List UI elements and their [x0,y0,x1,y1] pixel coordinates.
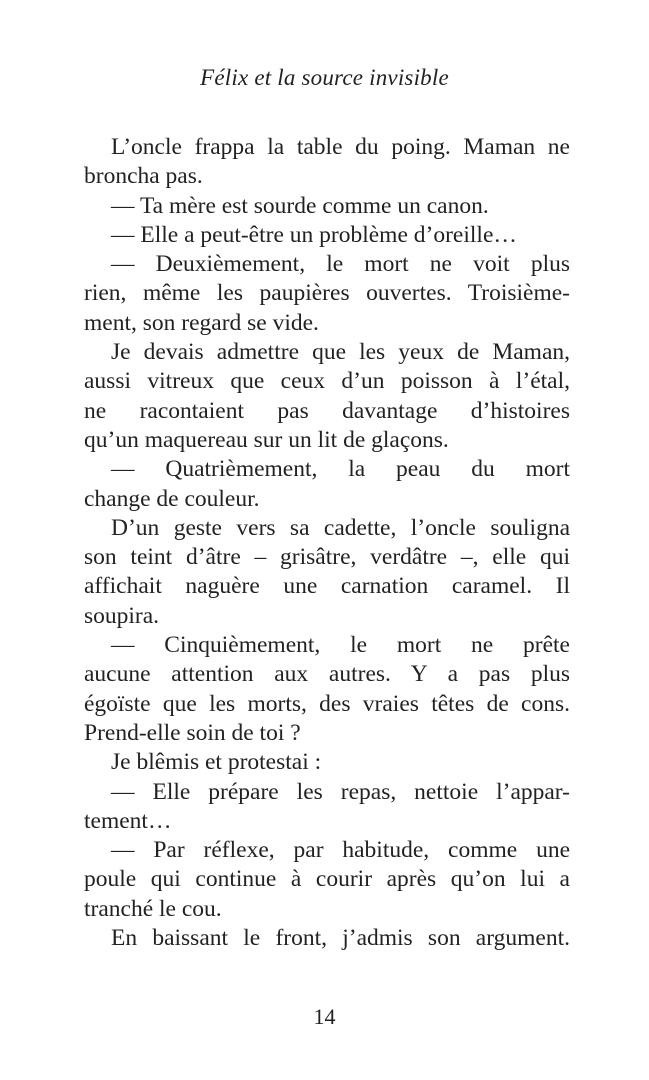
text-line: qu’un maquereau sur un lit de glaçons. [84,426,449,453]
text-line: En baissant le front, j’admis son argument. [111,925,570,952]
text-line: aucune attention aux autres. Y a pas plus [84,661,570,688]
text-line: soupira. [84,602,160,629]
text-line: ment, son regard se vide. [84,309,319,336]
text-line: — Elle a peut-être un problème d’oreille… [111,221,517,248]
page-number: 14 [313,1004,336,1029]
text-line: D’un geste vers sa cadette, l’oncle souligna [111,514,570,541]
text-line: Je devais admettre que les yeux de Maman, [111,339,570,366]
text-line: L’oncle frappa la table du poing. Maman ne [111,134,570,160]
text-line: — Ta mère est sourde comme un canon. [111,192,489,219]
text-line: tement… [84,807,172,834]
text-line: Je blêmis et protestai : [111,749,322,776]
text-line: — Cinquièmement, le mort ne prête [111,632,570,659]
text-line: change de couleur. [84,485,260,512]
running-head: Félix et la source invisible [200,65,449,90]
text-line: poule qui continue à courir après qu’on lui a [84,866,570,893]
text-line: égoïste que les morts, des vraies têtes de cons. [84,690,570,717]
text-line: ne racontaient pas davantage d’histoires [84,397,570,424]
text-line: — Par réflexe, par habitude, comme une [111,837,570,864]
text-line: — Deuxièmement, le mort ne voit plus [111,251,570,278]
text-line: son teint d’âtre – grisâtre, verdâtre –, elle qui [84,544,570,571]
text-line: aussi vitreux que ceux d’un poisson à l’étal, [84,368,570,395]
body-text [84,133,570,953]
text-line: rien, même les paupières ouvertes. Troisième- [84,280,570,307]
text-line: affichait naguère une carnation caramel. Il [84,573,570,600]
text-line: — Quatrièmement, la peau du mort [111,456,570,483]
text-line: broncha pas. [84,163,203,190]
text-line: — Elle prépare les repas, nettoie l’appar- [111,778,570,805]
text-line: Prend-elle soin de toi ? [84,719,301,746]
text-line: tranché le cou. [84,895,222,922]
